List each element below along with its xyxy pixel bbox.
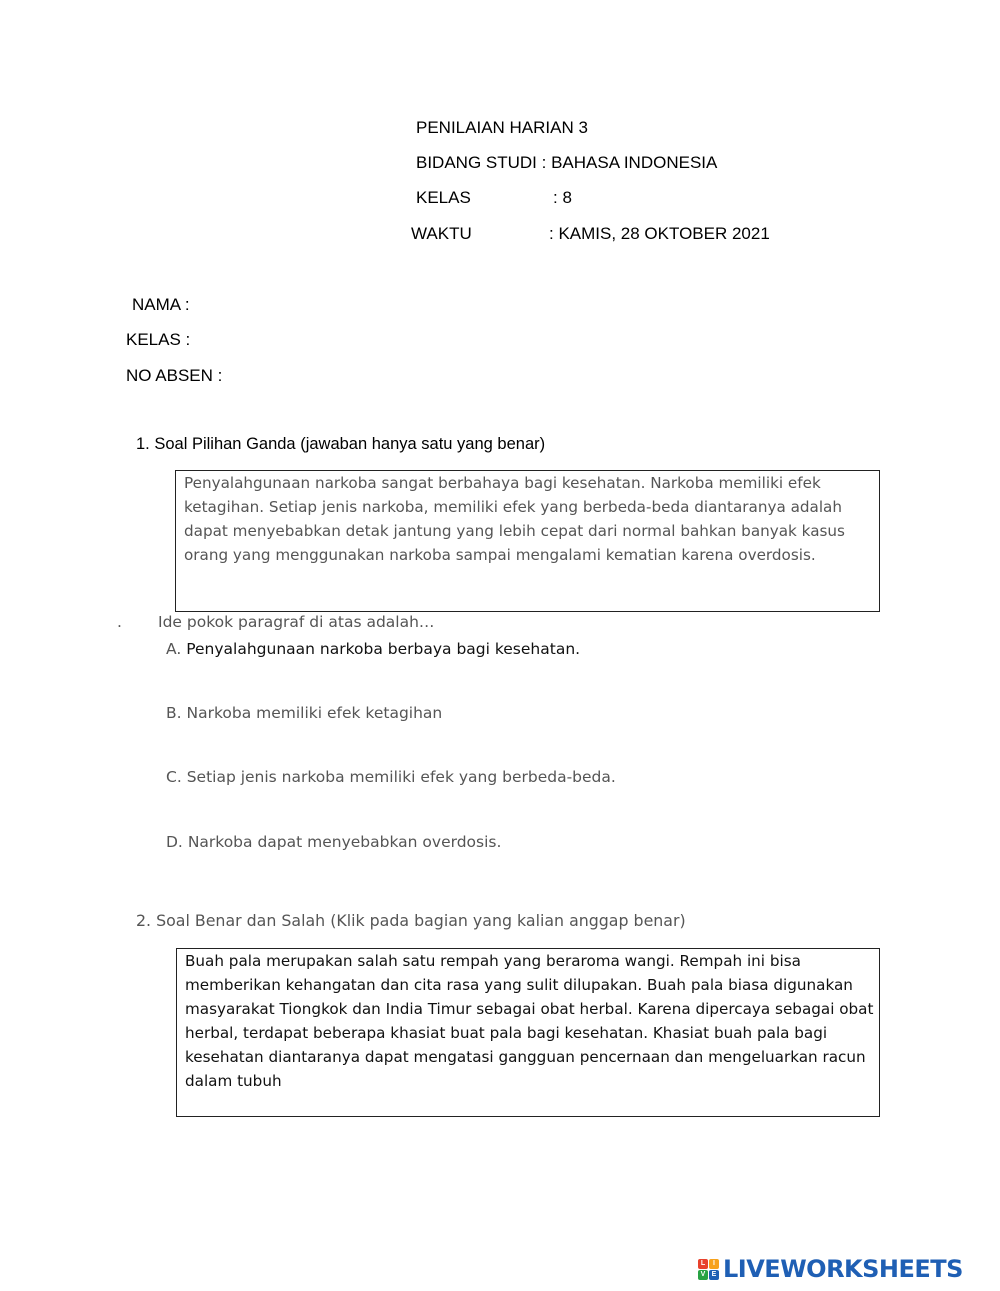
time-label: WAKTU xyxy=(411,224,472,243)
question-marker: . xyxy=(117,613,122,631)
logo-mark-i: I xyxy=(709,1259,719,1269)
student-absence-label: NO ABSEN : xyxy=(126,366,223,385)
section1-title: 1. Soal Pilihan Ganda (jawaban hanya satu yang benar) xyxy=(136,435,546,453)
subject-line: BIDANG STUDI : BAHASA INDONESIA xyxy=(416,153,718,172)
logo-mark-icon xyxy=(698,1259,719,1280)
student-name-label: NAMA : xyxy=(132,295,190,314)
logo-mark-l: L xyxy=(698,1259,708,1269)
option-d-text: Narkoba dapat menyebabkan overdosis. xyxy=(187,833,502,851)
time-value: : KAMIS, 28 OKTOBER 2021 xyxy=(549,224,770,243)
logo-mark-v: V xyxy=(698,1270,708,1280)
option-a[interactable] xyxy=(166,640,580,658)
section2-title: 2. Soal Benar dan Salah (Klik pada bagian yang kalian anggap benar) xyxy=(136,911,686,930)
logo-text: LIVEWORKSHEETS xyxy=(723,1255,963,1283)
option-c-letter: C. xyxy=(166,768,182,786)
option-d-letter: D. xyxy=(166,833,183,851)
option-a-letter: A. xyxy=(166,640,182,658)
option-b-letter: B. xyxy=(166,704,182,722)
option-b[interactable] xyxy=(166,704,442,722)
class-value: : 8 xyxy=(553,188,572,207)
section1-passage: Penyalahgunaan narkoba sangat berbahaya bagi kesehatan. Narkoba memiliki efek ketagihan. Setiap jenis narkoba, memiliki efek yang berbeda-beda diantaranya adalah dapat menyebabkan detak jantung yang lebih cepat dari normal bahkan banyak kasus orang yang menggunakan narkoba sampai mengalami kematian karena overdosis. xyxy=(184,474,845,564)
liveworksheets-logo xyxy=(698,1254,963,1284)
option-c[interactable] xyxy=(166,768,616,786)
option-d[interactable] xyxy=(166,833,501,851)
worksheet-title: PENILAIAN HARIAN 3 xyxy=(416,118,588,137)
student-class-label: KELAS : xyxy=(126,330,191,349)
option-c-text: Setiap jenis narkoba memiliki efek yang berbeda-beda. xyxy=(186,768,616,786)
option-b-text: Narkoba memiliki efek ketagihan xyxy=(186,704,443,722)
logo-mark-e: E xyxy=(709,1270,719,1280)
option-a-text: Penyalahgunaan narkoba berbaya bagi kesehatan. xyxy=(186,640,581,658)
class-label: KELAS xyxy=(416,188,471,207)
question-text: Ide pokok paragraf di atas adalah… xyxy=(158,613,435,631)
section2-passage[interactable]: Buah pala merupakan salah satu rempah yang beraroma wangi. Rempah ini bisa memberikan kehangatan dan cita rasa yang sulit dilupakan. Buah pala biasa digunakan masyarakat Tiongkok dan India Timur sebagai obat herbal. Karena dipercaya sebagai obat herbal, terdapat beberapa khasiat buat pala bagi kesehatan. Khasiat buah pala bagi kesehatan diantaranya dapat mengatasi gangguan pencernaan dan mengeluarkan racun dalam tubuh xyxy=(185,952,874,1090)
